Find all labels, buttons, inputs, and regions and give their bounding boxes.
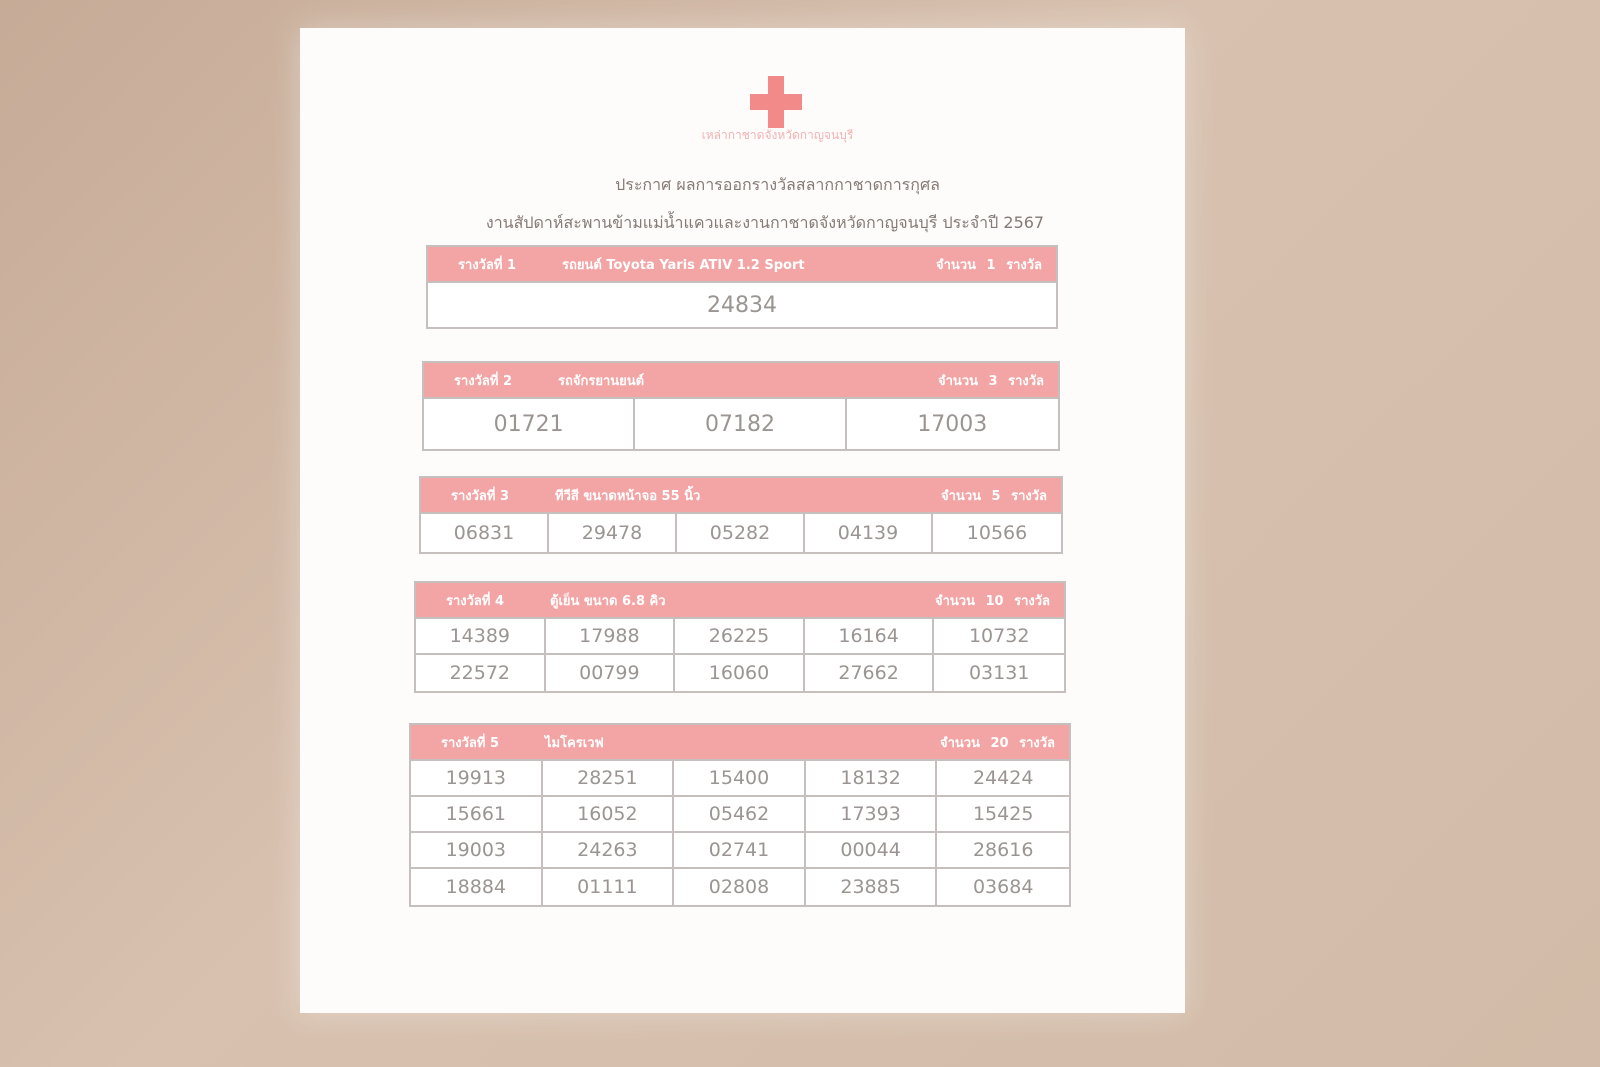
winning-number: 15400 [674, 761, 806, 797]
prize-item: รถยนต์ Toyota Yaris ATIV 1.2 Sport [562, 257, 805, 273]
prize-rank: รางวัลที่ 2 [454, 373, 513, 389]
winning-number: 15661 [411, 797, 543, 833]
prize-header [424, 363, 1058, 397]
winning-number: 18884 [411, 869, 543, 905]
organization-name: เหล่ากาชาดจังหวัดกาญจนบุรี [701, 128, 854, 142]
winning-number: 04139 [805, 514, 933, 552]
prize-rank: รางวัลที่ 4 [446, 593, 505, 609]
winning-number: 14389 [416, 619, 546, 655]
prize-count: จำนวน 20 รางวัล [939, 735, 1055, 751]
prize-rank: รางวัลที่ 5 [441, 735, 500, 751]
winning-number: 01721 [424, 399, 635, 449]
winning-number: 16060 [675, 655, 805, 691]
prize-count: จำนวน 5 รางวัล [941, 488, 1047, 504]
prize-header [428, 247, 1056, 281]
winning-number: 16164 [805, 619, 935, 655]
prize-rank: รางวัลที่ 1 [458, 257, 517, 273]
winning-number: 29478 [549, 514, 677, 552]
prize-table-2 [422, 361, 1060, 451]
winning-number: 00799 [546, 655, 676, 691]
prize-header [411, 725, 1069, 759]
winning-number: 22572 [416, 655, 546, 691]
prize-item: ไมโครเวฟ [545, 735, 604, 751]
winning-number: 23885 [806, 869, 938, 905]
announcement-sheet [300, 28, 1185, 1013]
prize-table-4 [414, 581, 1066, 693]
event-title: งานสัปดาห์สะพานข้ามแม่น้ำแควและงานกาชาดจังหวัดกาญจนบุรี ประจำปี 2567 [485, 213, 1045, 232]
prize-item: ตู้เย็น ขนาด 6.8 คิว [550, 593, 666, 609]
red-cross-icon [750, 76, 802, 128]
winning-number: 07182 [635, 399, 846, 449]
prize-table-3 [419, 476, 1063, 554]
prize-table-1 [426, 245, 1058, 329]
winning-number: 28251 [543, 761, 675, 797]
winning-number: 15425 [937, 797, 1069, 833]
winning-number: 00044 [806, 833, 938, 869]
winning-number: 27662 [805, 655, 935, 691]
prize-item: รถจักรยานยนต์ [558, 373, 645, 389]
winning-number: 24834 [707, 292, 777, 318]
winning-number: 10732 [934, 619, 1064, 655]
winning-number: 17988 [546, 619, 676, 655]
prize-count: จำนวน 1 รางวัล [936, 257, 1042, 273]
winning-number: 28616 [937, 833, 1069, 869]
prize-header [421, 478, 1061, 512]
winning-number: 05462 [674, 797, 806, 833]
prize-count: จำนวน 10 รางวัล [934, 593, 1050, 609]
winning-number: 24424 [937, 761, 1069, 797]
winning-number: 01111 [543, 869, 675, 905]
winning-number: 03131 [968, 662, 1030, 684]
winning-number: 02741 [674, 833, 806, 869]
prize-header [416, 583, 1064, 617]
winning-number: 19913 [411, 761, 543, 797]
winning-number: 06831 [421, 514, 549, 552]
winning-number: 03684 [972, 876, 1034, 898]
winning-number: 26225 [675, 619, 805, 655]
prize-item: ทีวีสี ขนาดหน้าจอ 55 นิ้ว [555, 488, 701, 504]
winning-number: 05282 [677, 514, 805, 552]
prize-count: จำนวน 3 รางวัล [938, 373, 1044, 389]
winning-number: 17003 [917, 411, 988, 437]
winning-number: 18132 [806, 761, 938, 797]
winning-number: 02808 [674, 869, 806, 905]
winning-number: 10566 [966, 522, 1028, 544]
winning-number: 24263 [543, 833, 675, 869]
prize-table-5 [409, 723, 1071, 907]
winning-number: 17393 [806, 797, 938, 833]
winning-number: 19003 [411, 833, 543, 869]
winning-number: 16052 [543, 797, 675, 833]
announcement-title: ประกาศ ผลการออกรางวัลสลากกาชาดการกุศล [615, 175, 940, 194]
prize-rank: รางวัลที่ 3 [451, 488, 510, 504]
